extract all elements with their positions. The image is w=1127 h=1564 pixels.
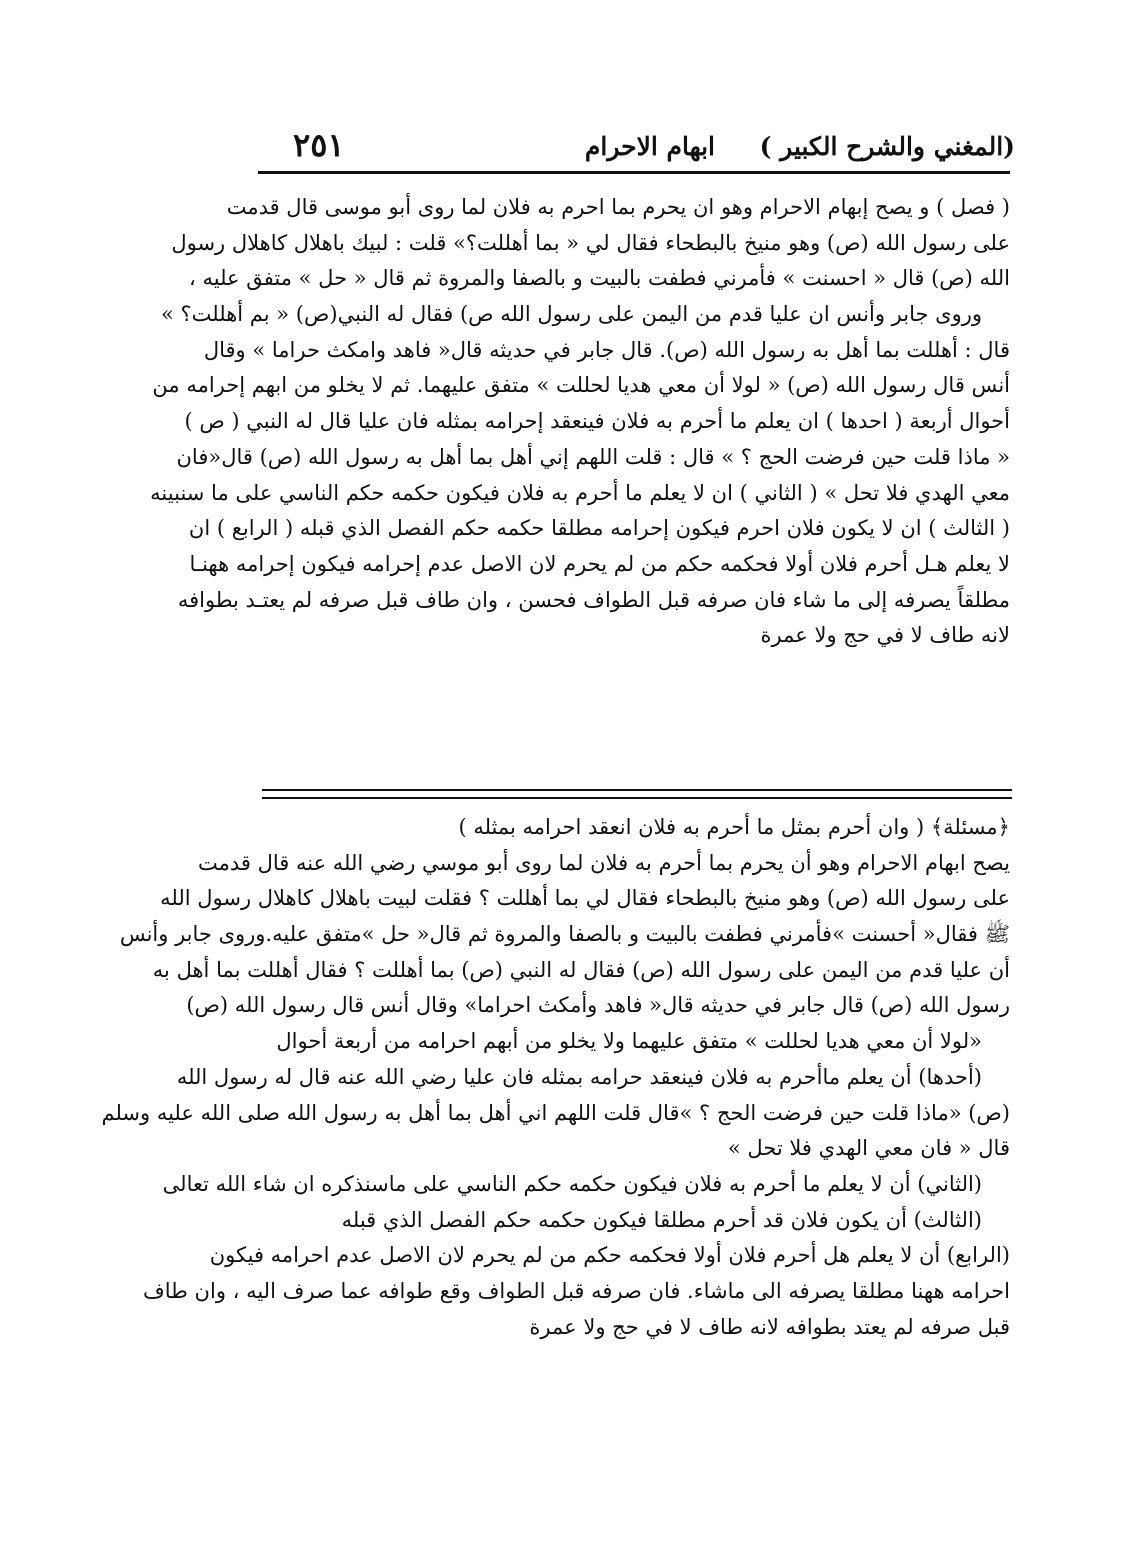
text-line: معي الهدي فلا تحل » ( الثاني ) ان لا يعلم ما أحرم به فلان فيكون حكمه حكم الناسي على ما سنبينه bbox=[150, 480, 1010, 505]
text-line: (أحدها) أن يعلم ماأحرم به فلان فينعقد حرامه بمثله فان عليا رضي الله عنه قال له رسول الله bbox=[176, 1064, 982, 1089]
text-line: «لولا أن معي هديا لحللت » متفق عليهما ولا يخلو من أبهم احرامه من أربعة أحوال bbox=[276, 1029, 982, 1054]
text-line: وروى جابر وأنس ان عليا قدم من اليمن على رسول الله ص) فقال له النبي(ص) « بم أهللت؟ » bbox=[161, 302, 982, 327]
section-divider bbox=[262, 789, 1012, 791]
text-line: قبل صرفه لم يعتد بطوافه لانه طاف لا في حج ولا عمرة bbox=[529, 1314, 1010, 1339]
text-line: ( الثالث ) ان لا يكون فلان احرم فيكون إحرامه مطلقا حكمه حكم الفصل الذي قبله ( الرابع ) ان bbox=[188, 516, 1010, 541]
text-line: (الرابع) أن لا يعلم هل أحرم فلان أولا فحكمه حكم من لم يحرم لان الاصل عدم احرامه فيكون bbox=[209, 1243, 1010, 1268]
text-line: الله (ص) قال « احسنت » فأمرني فطفت بالبيت و بالصفا والمروة ثم قال « حل » متفق عليه ، bbox=[189, 266, 1010, 291]
text-line: (ص) «ماذا قلت حين فرضت الحج ؟ »قال قلت اللهم اني أهل بما أهل به رسول الله صلى الله عليه وسلم bbox=[101, 1100, 1010, 1125]
chapter-title: ابهام الاحرام bbox=[584, 132, 715, 161]
text-line: مطلقاً يصرفه إلى ما شاء فان صرفه قبل الطواف فحسن ، وان طاف قبل صرفه لم يعتـد بطوافه bbox=[177, 587, 1010, 612]
text-line: قال : أهللت بما أهل به رسول الله (ص). قال جابر في حديثه قال« فاهد وامكث حراما » وقال bbox=[203, 337, 1010, 362]
text-line: ﷺ فقال« أحسنت »فأمرني فطفت بالبيت و بالصفا والمروة ثم قال« حل »متفق عليه.وروى جابر وأنس bbox=[119, 922, 1010, 947]
text-line: (الثالث) أن يكون فلان قد أحرم مطلقا فيكون حكمه حكم الفصل الذي قبله bbox=[341, 1207, 982, 1232]
text-line: على رسول الله (ص) وهو منيخ بالبطحاء فقال لي بما أهللت ؟ فقلت لبيت باهلال كاهلال رسول الله bbox=[160, 886, 1010, 911]
text-line: أن عليا قدم من اليمن على رسول الله (ص) فقال له النبي (ص) بما أهللت ؟ فقال أهللت بما أهل به bbox=[152, 957, 1010, 982]
text-line: (الثاني) أن لا يعلم ما أحرم به فلان فيكون حكمه حكم الناسي على ماسنذكره ان شاء الله تعالى bbox=[162, 1171, 982, 1196]
masala-heading: ﴿مسئلة﴾ ( وان أحرم بمثل ما أحرم به فلان انعقد احرامه بمثله ) bbox=[458, 815, 1010, 839]
text-line: احرامه ههنا مطلقا يصرفه الى ماشاء. فان صرفه قبل الطواف وقع طوافه عما صرف اليه ، وان طاف bbox=[143, 1278, 1010, 1303]
text-line: « ماذا قلت حين فرضت الحج ؟ » قال : قلت اللهم إني أهل بما أهل به رسول الله (ص) قال«فان bbox=[176, 444, 1010, 469]
text-line: قال « فان معي الهدي فلا تحل » bbox=[727, 1136, 1010, 1161]
text-line: على رسول الله (ص) وهو منيخ بالبطحاء فقال لي « بما أهللت؟» قلت : لبيك باهلال كاهلال رسول bbox=[171, 230, 1010, 255]
text-line: أنس قال رسول الله (ص) « لولا أن معي هديا لحللت » متفق عليهما. ثم لا يخلو من ابهم إحرامه من bbox=[152, 373, 1010, 398]
text-line: رسول الله (ص) قال جابر في حديثه قال« فاهد وأمكث احراما» وقال أنس قال رسول الله (ص) bbox=[186, 993, 1010, 1018]
text-line: ( فصل ) و يصح إبهام الاحرام وهو ان يحرم بما احرم به فلان لما روى أبو موسى قال قدمت bbox=[226, 195, 1010, 219]
text-line: أحوال أربعة ( احدها ) ان يعلم ما أحرم به فلان فينعقد إحرامه بمثله فان عليا قال له النبي ( ص ) bbox=[184, 409, 1010, 434]
text-line: لانه طاف لا في حج ولا عمرة bbox=[760, 623, 1010, 648]
main-text bbox=[101, 810, 1010, 1345]
page-header bbox=[255, 128, 1015, 168]
text-line: لا يعلم هـل أحرم فلان أولا فحكمه حكم من لم يحرم لان الاصل عدم إحرامه فيكون إحرامه ههنـا bbox=[189, 551, 1010, 576]
section-divider bbox=[262, 797, 1012, 799]
page-number: ٢٥١ bbox=[293, 126, 345, 164]
commentary-text bbox=[150, 190, 1010, 654]
book-title: (المغني والشرح الكبير ) bbox=[759, 132, 1015, 161]
header-rule bbox=[258, 171, 1010, 174]
text-line: يصح ابهام الاحرام وهو أن يحرم بما أحرم به فلان لما روى أبو موسي رضي الله عنه قال قدمت bbox=[198, 850, 1010, 875]
